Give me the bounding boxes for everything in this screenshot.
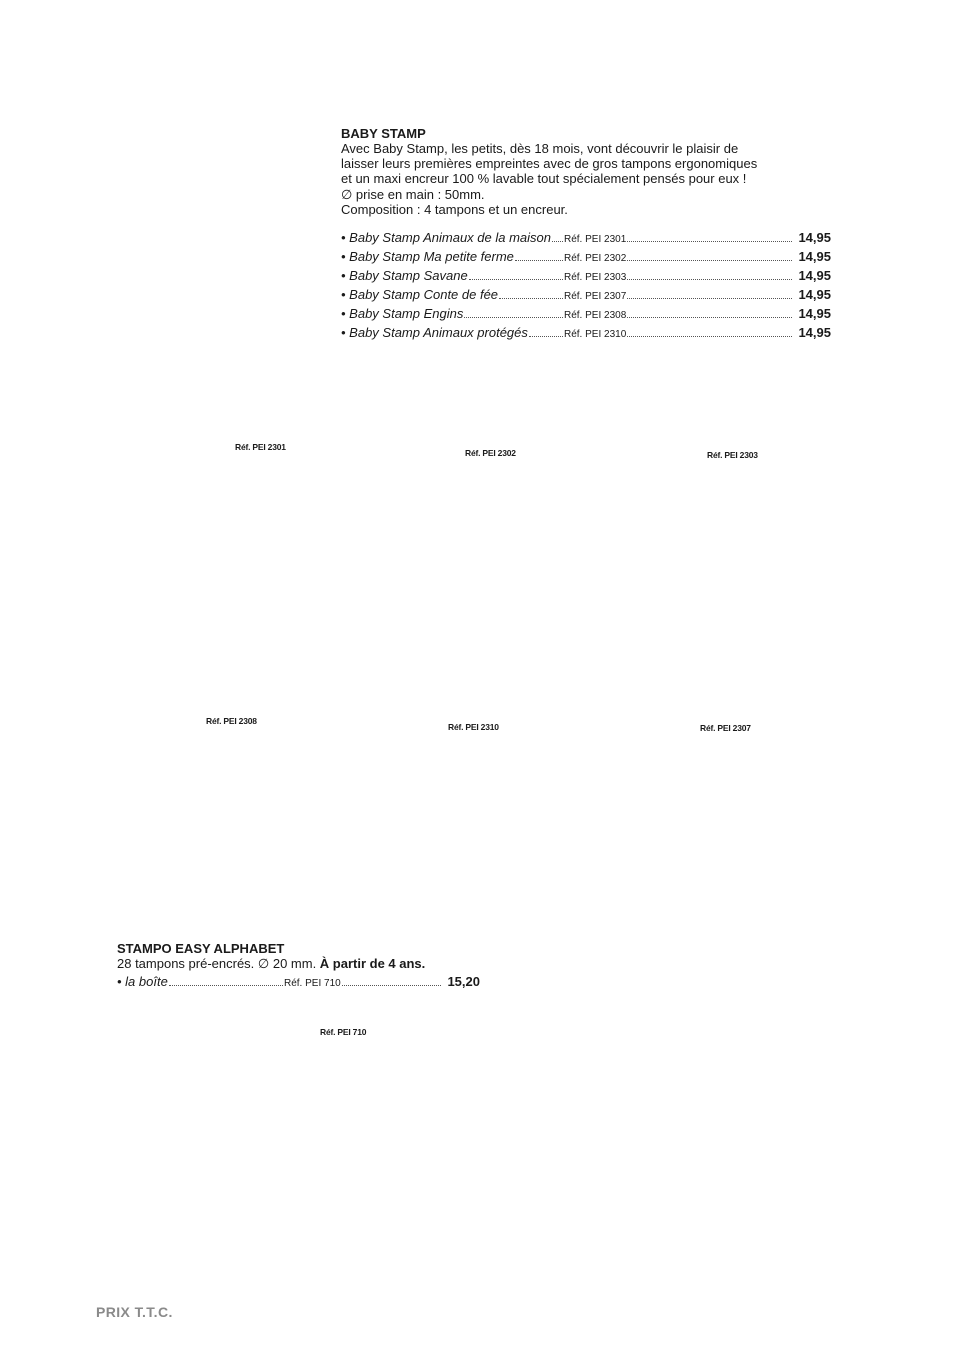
product-price: 14,95	[798, 230, 831, 245]
description-line: et un maxi encreur 100 % lavable tout spécialement pensés pour eux !	[341, 171, 747, 187]
price-footer: PRIX T.T.C.	[96, 1304, 173, 1320]
product-row	[341, 268, 831, 287]
product-price: 14,95	[798, 249, 831, 264]
baby-stamp-description	[341, 141, 801, 217]
image-caption: Réf. PEI 2307	[700, 723, 751, 733]
product-name: • Baby Stamp Animaux de la maison	[341, 230, 552, 245]
leader-dots	[469, 268, 563, 280]
product-row	[341, 249, 831, 268]
product-price: 15,20	[447, 974, 480, 989]
product-name: • Baby Stamp Savane	[341, 268, 468, 283]
product-ref: Réf. PEI 2303	[564, 272, 627, 283]
leader-dots	[342, 985, 442, 986]
product-name: • Baby Stamp Engins	[341, 306, 464, 321]
product-name: • la boîte	[117, 974, 168, 989]
product-row	[117, 974, 480, 993]
description-line: Avec Baby Stamp, les petits, dès 18 mois, vont découvrir le plaisir de	[341, 141, 739, 156]
product-row	[341, 306, 831, 325]
leader-dots	[499, 287, 563, 299]
product-row	[341, 230, 831, 249]
product-price: 14,95	[798, 325, 831, 340]
image-caption: Réf. PEI 2301	[235, 442, 286, 452]
product-ref: Réf. PEI 2308	[564, 310, 627, 321]
leader-dots	[627, 336, 792, 337]
product-ref: Réf. PEI 2301	[564, 234, 627, 245]
product-price: 14,95	[798, 287, 831, 302]
stampo-title: STAMPO EASY ALPHABET	[117, 941, 285, 956]
leader-dots	[464, 306, 563, 318]
leader-dots	[627, 260, 792, 261]
leader-dots	[627, 317, 792, 318]
leader-dots	[529, 325, 563, 337]
product-ref: Réf. PEI 2302	[564, 253, 627, 264]
leader-dots	[515, 249, 563, 261]
stampo-desc-plain: 28 tampons pré-encrés. ∅ 20 mm.	[117, 956, 320, 971]
image-caption: Réf. PEI 710	[320, 1027, 367, 1037]
image-caption: Réf. PEI 2308	[206, 716, 257, 726]
description-line: ∅ prise en main : 50mm.	[341, 186, 485, 202]
baby-stamp-title: BABY STAMP	[341, 126, 426, 141]
product-name: • Baby Stamp Animaux protégés	[341, 325, 528, 340]
leader-dots	[627, 298, 792, 299]
image-caption: Réf. PEI 2302	[465, 448, 516, 458]
stampo-desc-bold: À partir de 4 ans.	[319, 956, 426, 971]
stampo-description	[117, 956, 425, 971]
image-caption: Réf. PEI 2310	[448, 722, 499, 732]
image-caption: Réf. PEI 2303	[707, 450, 758, 460]
product-row	[341, 325, 831, 344]
leader-dots	[552, 230, 563, 242]
leader-dots	[169, 974, 283, 986]
product-price: 14,95	[798, 268, 831, 283]
product-ref: Réf. PEI 2307	[564, 291, 627, 302]
product-row	[341, 287, 831, 306]
product-price: 14,95	[798, 306, 831, 321]
product-name: • Baby Stamp Conte de fée	[341, 287, 499, 302]
leader-dots	[627, 279, 792, 280]
leader-dots	[627, 241, 792, 242]
product-ref: Réf. PEI 710	[284, 978, 341, 989]
description-line: laisser leurs premières empreintes avec de gros tampons ergonomiques	[341, 156, 758, 172]
product-name: • Baby Stamp Ma petite ferme	[341, 249, 514, 264]
description-line: Composition : 4 tampons et un encreur.	[341, 201, 568, 217]
product-ref: Réf. PEI 2310	[564, 329, 627, 340]
